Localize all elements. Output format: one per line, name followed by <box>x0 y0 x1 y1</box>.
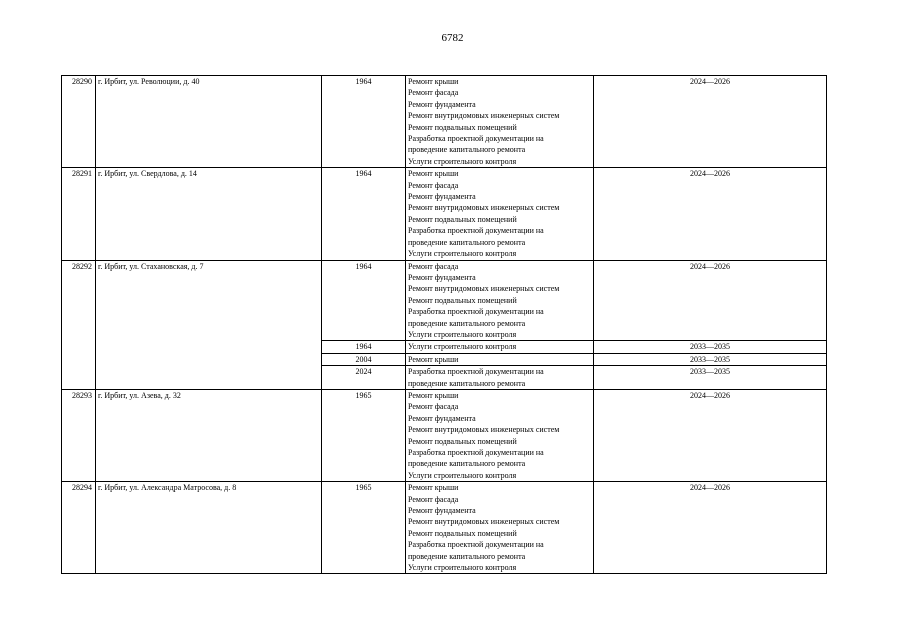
work-item: Ремонт фундамента <box>408 506 476 516</box>
work-item: Ремонт подвальных помещений <box>408 436 517 446</box>
record-address: г. Ирбит, ул. Революции, д. 40 <box>96 76 322 168</box>
work-item: Ремонт фасада <box>408 180 459 190</box>
table-row <box>62 389 827 481</box>
work-item: Ремонт фасада <box>408 88 459 98</box>
work-item: Ремонт подвальных помещений <box>408 295 517 305</box>
build-year: 1964 <box>322 260 406 341</box>
work-item: Ремонт крыши <box>408 77 459 86</box>
record-address: г. Ирбит, ул. Александра Матросова, д. 8 <box>96 482 322 574</box>
work-item: Ремонт крыши <box>408 169 459 179</box>
work-list <box>406 353 594 365</box>
record-address: г. Ирбит, ул. Свердлова, д. 14 <box>96 168 322 260</box>
work-item: проведение капитального ремонта <box>408 459 526 469</box>
work-item: Ремонт крыши <box>408 390 459 400</box>
build-year: 1964 <box>322 168 406 260</box>
table-row <box>62 76 827 168</box>
repair-period: 2033—2035 <box>594 366 827 390</box>
work-item: Ремонт подвальных помещений <box>408 122 517 132</box>
work-item: Ремонт фундамента <box>408 413 476 423</box>
work-item: Ремонт фундамента <box>408 272 476 282</box>
repair-period: 2024—2026 <box>594 389 827 481</box>
work-item: Ремонт внутридомовых инженерных систем <box>408 425 560 435</box>
repair-period: 2024—2026 <box>594 168 827 260</box>
work-item: Ремонт внутридомовых инженерных систем <box>408 111 560 121</box>
build-year: 1964 <box>322 341 406 353</box>
work-item: Ремонт внутридомовых инженерных систем <box>408 517 560 527</box>
work-item: Разработка проектной документации на <box>408 448 544 457</box>
repair-period: 2033—2035 <box>594 353 827 365</box>
work-item: проведение капитального ремонта <box>408 237 526 247</box>
work-item: проведение капитального ремонта <box>408 145 526 155</box>
work-item: Разработка проектной документации на <box>408 226 544 236</box>
work-item: Услуги строительного контроля <box>408 329 517 339</box>
build-year: 2004 <box>322 353 406 365</box>
work-list <box>406 389 594 481</box>
repair-period: 2024—2026 <box>594 260 827 341</box>
work-item: Разработка проектной документации на <box>408 134 544 144</box>
work-item: Ремонт фундамента <box>408 99 476 109</box>
work-item: Услуги строительного контроля <box>408 563 517 573</box>
work-item: Ремонт внутридомовых инженерных систем <box>408 203 560 213</box>
work-item: Ремонт подвальных помещений <box>408 214 517 224</box>
build-year: 1964 <box>322 76 406 168</box>
work-item: проведение капитального ремонта <box>408 551 526 561</box>
work-item: Ремонт крыши <box>408 483 459 493</box>
work-item: Ремонт подвальных помещений <box>408 528 517 538</box>
work-item: Услуги строительного контроля <box>408 470 517 480</box>
work-list <box>406 341 594 353</box>
work-item: проведение капитального ремонта <box>408 378 526 388</box>
record-number: 28293 <box>62 389 96 481</box>
record-number: 28294 <box>62 482 96 574</box>
work-item: Ремонт фасада <box>408 494 459 504</box>
work-item: Услуги строительного контроля <box>408 249 517 259</box>
build-year: 2024 <box>322 366 406 390</box>
table-row <box>62 168 827 260</box>
record-number: 28291 <box>62 168 96 260</box>
record-address: г. Ирбит, ул. Азева, д. 32 <box>96 389 322 481</box>
build-year: 1965 <box>322 482 406 574</box>
page-number: 6782 <box>441 32 464 44</box>
work-list <box>406 260 594 341</box>
work-list <box>406 366 594 390</box>
work-item: проведение капитального ремонта <box>408 318 526 328</box>
record-number: 28290 <box>62 76 96 168</box>
work-item: Ремонт фундамента <box>408 192 476 202</box>
work-list <box>406 168 594 260</box>
table-row <box>62 482 827 574</box>
record-address: г. Ирбит, ул. Стахановская, д. 7 <box>96 260 322 389</box>
work-item: Разработка проектной документации на <box>408 307 544 317</box>
table-body <box>62 76 827 574</box>
work-item: Разработка проектной документации на <box>408 540 544 550</box>
record-number: 28292 <box>62 260 96 389</box>
repair-period: 2024—2026 <box>594 482 827 574</box>
work-item: Ремонт фасада <box>408 402 459 412</box>
work-item: Ремонт внутридомовых инженерных систем <box>408 284 560 294</box>
work-item: Ремонт крыши <box>408 354 459 364</box>
work-item: Услуги строительного контроля <box>408 342 517 352</box>
work-item: Разработка проектной документации на <box>408 367 544 377</box>
work-list <box>406 76 594 168</box>
work-item: Услуги строительного контроля <box>408 156 517 166</box>
repair-period: 2024—2026 <box>594 76 827 168</box>
table-row <box>62 260 827 341</box>
repair-period: 2033—2035 <box>594 341 827 353</box>
work-list <box>406 482 594 574</box>
work-item: Ремонт фасада <box>408 261 459 271</box>
capital-repair-table <box>61 75 827 574</box>
build-year: 1965 <box>322 389 406 481</box>
